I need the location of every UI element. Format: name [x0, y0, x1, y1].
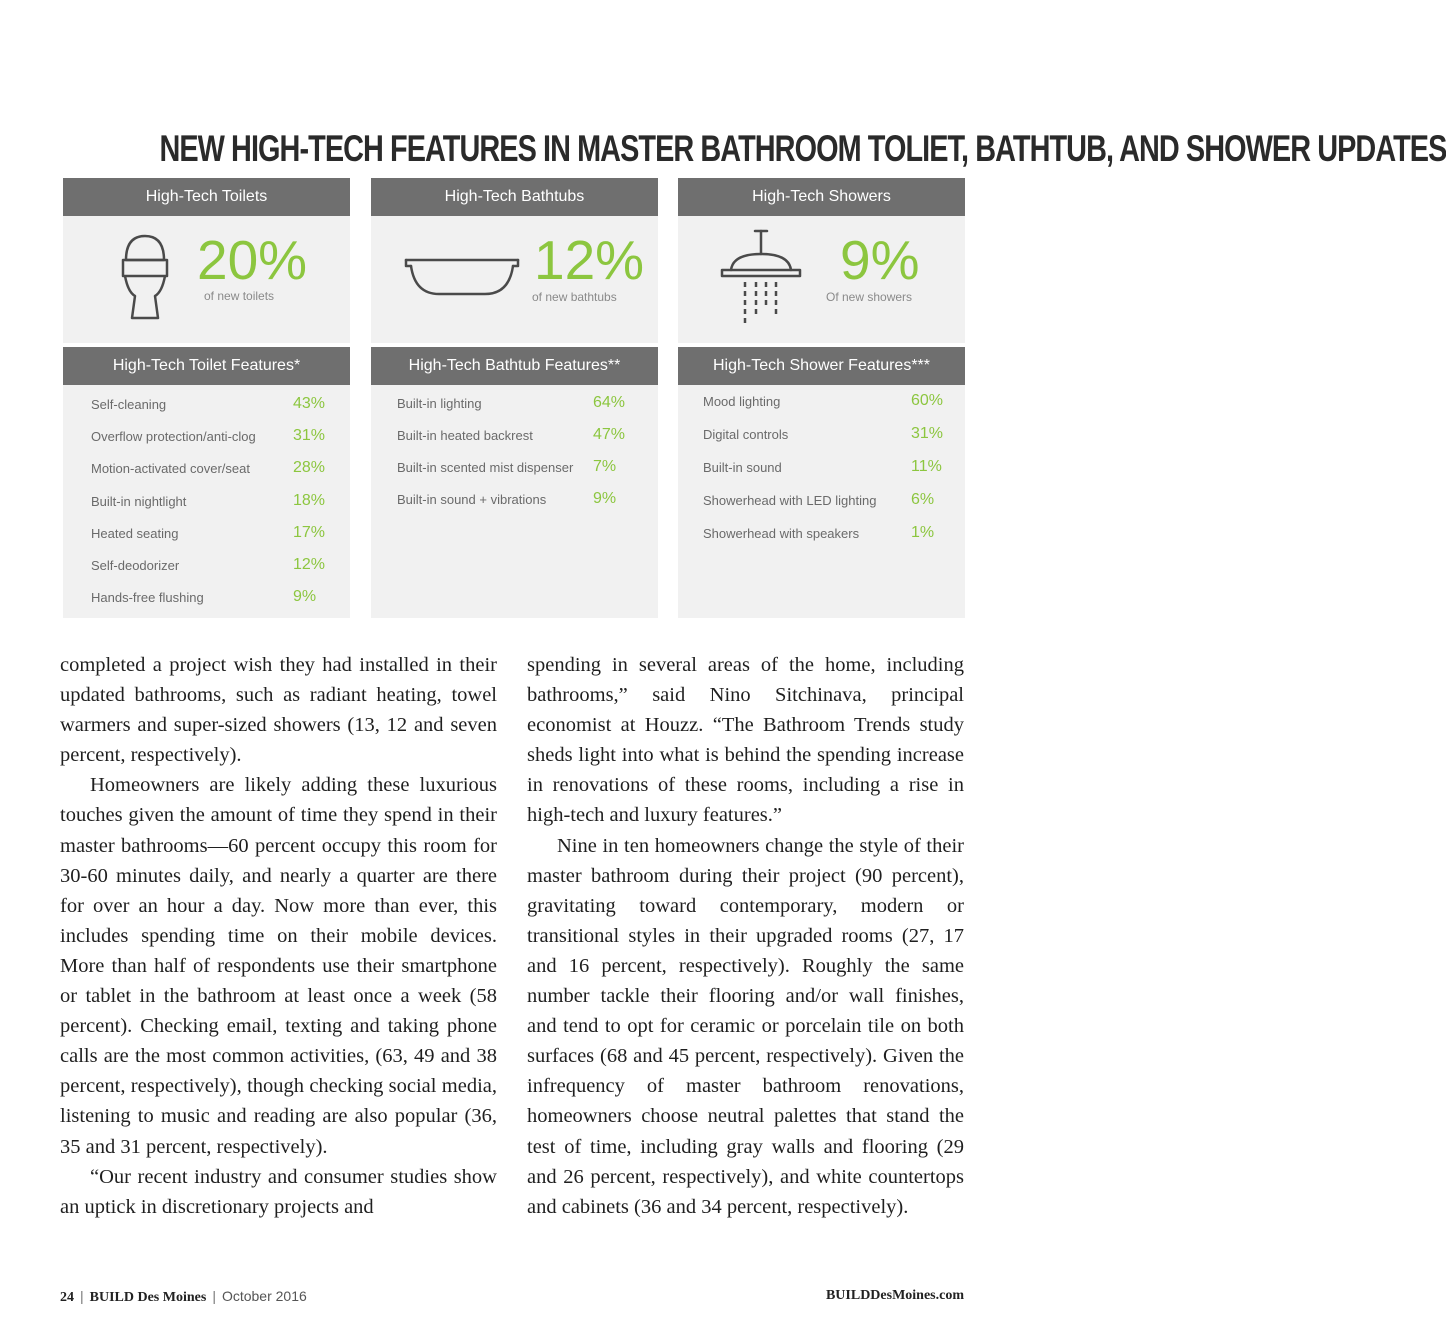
list-item [703, 425, 944, 459]
article-column-left [60, 650, 497, 1222]
stat-percent: 12% [534, 229, 645, 291]
list-item [703, 458, 942, 492]
feature-label: Showerhead with LED lighting [703, 493, 877, 508]
list-item [91, 492, 326, 526]
feature-label: Hands-free flushing [91, 590, 204, 605]
features-toilets [63, 347, 350, 618]
stat-caption: Of new showers [826, 290, 913, 304]
footer-separator: | [212, 1288, 216, 1304]
page-number: 24 [60, 1290, 74, 1305]
feature-value: 47% [593, 426, 626, 443]
feature-value: 1% [911, 524, 935, 541]
website-link[interactable]: BUILDDesMoines.com [825, 1288, 964, 1303]
feature-value: 31% [293, 427, 326, 444]
list-item [91, 590, 322, 622]
list-item [91, 395, 326, 429]
feature-label: Self-cleaning [91, 397, 167, 412]
feature-label: Built-in heated backrest [397, 428, 533, 443]
feature-value: 43% [293, 395, 326, 412]
features-bathtubs [371, 347, 658, 618]
features-title: High-Tech Shower Features*** [678, 347, 965, 385]
list-item [703, 526, 937, 558]
list-item [397, 460, 630, 492]
feature-label: Overflow protection/anti-clog [91, 429, 256, 444]
paragraph: completed a project wish they had installed in their updated bathrooms, such as radiant heating, towel warmers and super-sized showers (13, 12 and seven percent, respectively). [60, 654, 497, 767]
panel-showers [678, 178, 965, 343]
panel-title: High-Tech Bathtubs [371, 178, 658, 216]
panel-bathtubs [371, 178, 658, 343]
list-item [91, 459, 326, 493]
feature-value: 7% [593, 458, 617, 475]
feature-value: 17% [293, 524, 326, 541]
paragraph: Homeowners are likely adding these luxurious touches given the amount of time they spend in their master bathrooms—60 percent occupy this room for 30-60 minutes daily, and nearly a quarter are there for over an hour a day. Now more than ever, this includes spending time on their mobile devices. More than half of respondents use their smartphone or tablet in the bathroom at least once a week (58 percent). Checking email, texting and taking phone calls are the most common activities, (63, 49 and 38 percent, respectively), though checking social media, listening to music and reading are also popular (36, 35 and 31 percent, respectively). [60, 774, 497, 1158]
feature-value: 11% [911, 458, 942, 475]
feature-value: 64% [593, 394, 626, 411]
stat-percent: 20% [197, 229, 308, 291]
feature-label: Showerhead with speakers [703, 526, 860, 541]
features-showers [678, 347, 965, 618]
panel-title: High-Tech Showers [678, 178, 965, 216]
stat-caption: of new bathtubs [532, 290, 617, 304]
feature-label: Self-deodorizer [91, 558, 180, 573]
feature-value: 12% [293, 556, 326, 573]
panel-title: High-Tech Toilets [63, 178, 350, 216]
list-item [397, 428, 630, 460]
page-headline: NEW HIGH-TECH FEATURES IN MASTER BATHROOM TOLIET, BATHTUB, AND SHOWER UPDATES [159, 128, 1446, 169]
feature-label: Motion-activated cover/seat [91, 461, 250, 476]
feature-label: Built-in sound [703, 460, 782, 475]
feature-label: Built-in lighting [397, 396, 482, 411]
features-title: High-Tech Bathtub Features** [371, 347, 658, 385]
bathtub-icon [403, 254, 521, 298]
list-item [91, 556, 326, 590]
feature-value: 18% [293, 492, 326, 509]
panel-toilets [63, 178, 350, 343]
feature-label: Heated seating [91, 526, 179, 541]
issue-date: October 2016 [221, 1288, 307, 1304]
feature-value: 60% [911, 392, 944, 409]
feature-label: Built-in nightlight [91, 494, 187, 509]
paragraph: spending in several areas of the home, including bathrooms,” said Nino Sitchinava, principal economist at Houzz. “The Bathroom Trends study sheds light into what is behind the spending increase in renovations of these rooms, including a rise in high-tech and luxury features.” [527, 654, 964, 827]
stat-percent: 9% [840, 229, 920, 291]
publication-name: BUILD Des Moines [89, 1290, 207, 1305]
paragraph: “Our recent industry and consumer studies show an uptick in discretionary projects and [60, 1165, 497, 1218]
feature-value: 28% [293, 459, 326, 476]
article-column-right [527, 650, 964, 1222]
list-item [91, 524, 326, 558]
list-item [397, 396, 630, 428]
footer-left [60, 1288, 307, 1306]
feature-value: 9% [293, 588, 317, 605]
list-item [703, 392, 944, 426]
feature-label: Mood lighting [703, 394, 781, 409]
list-item [91, 427, 326, 461]
list-item [703, 493, 937, 525]
paragraph: Nine in ten homeowners change the style of their master bathroom during their project (90 percent), gravitating toward contemporary, modern or transitional styles in their upgraded rooms (27, 17 and 16 percent, respectively). Roughly the same number tackle their flooring and/or wall finishes, and tend to opt for ceramic or porcelain tile on both surfaces (68 and 45 percent, respectively). Given the infrequency of master bathroom renovations, homeowners choose neutral palettes that stand the test of time, including gray walls and flooring (29 and 26 percent, respectively), and white countertops and cabinets (36 and 34 percent, respectively). [527, 834, 964, 1218]
feature-value: 6% [911, 491, 935, 508]
features-title: High-Tech Toilet Features* [63, 347, 350, 385]
stat-caption: of new toilets [204, 289, 275, 303]
toilet-icon [120, 232, 170, 324]
feature-value: 31% [911, 425, 944, 442]
feature-value: 9% [593, 490, 617, 507]
feature-label: Built-in sound + vibrations [397, 492, 547, 507]
footer-separator: | [80, 1288, 84, 1304]
list-item [397, 492, 630, 524]
feature-label: Digital controls [703, 427, 789, 442]
shower-icon [719, 228, 803, 326]
feature-label: Built-in scented mist dispenser [397, 460, 574, 475]
